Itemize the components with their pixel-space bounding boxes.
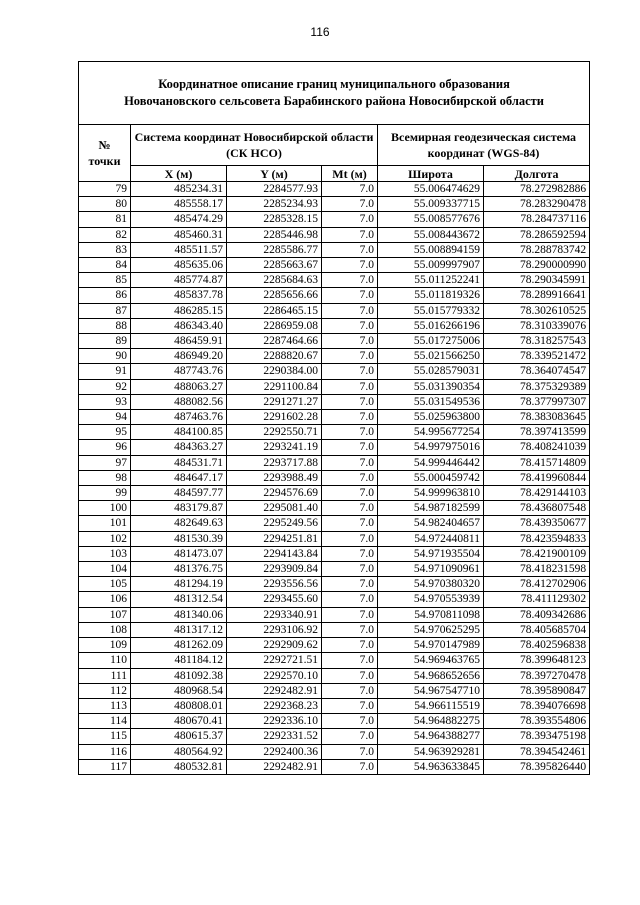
cell-x: 485837.78 xyxy=(131,288,227,303)
table-row xyxy=(79,425,590,440)
cell-y: 2292482.91 xyxy=(227,683,322,698)
cell-longitude: 78.377997307 xyxy=(484,394,590,409)
cell-point-number: 95 xyxy=(79,425,131,440)
cell-y: 2293455.60 xyxy=(227,592,322,607)
cell-x: 487743.76 xyxy=(131,364,227,379)
cell-longitude: 78.402596838 xyxy=(484,638,590,653)
cell-y: 2292331.52 xyxy=(227,729,322,744)
table-row xyxy=(79,182,590,197)
cell-mt: 7.0 xyxy=(322,425,378,440)
cell-mt: 7.0 xyxy=(322,394,378,409)
cell-latitude: 54.999963810 xyxy=(378,486,484,501)
cell-longitude: 78.393475198 xyxy=(484,729,590,744)
cell-point-number: 87 xyxy=(79,303,131,318)
cell-latitude: 55.006474629 xyxy=(378,182,484,197)
cell-mt: 7.0 xyxy=(322,303,378,318)
cell-point-number: 80 xyxy=(79,197,131,212)
cell-longitude: 78.383083645 xyxy=(484,410,590,425)
cell-longitude: 78.272982886 xyxy=(484,182,590,197)
cell-point-number: 86 xyxy=(79,288,131,303)
cell-latitude: 55.016266196 xyxy=(378,318,484,333)
cell-latitude: 55.008577676 xyxy=(378,212,484,227)
page-number: 116 xyxy=(310,25,330,39)
cell-latitude: 54.968652656 xyxy=(378,668,484,683)
cell-x: 481317.12 xyxy=(131,622,227,637)
cell-x: 480968.54 xyxy=(131,683,227,698)
cell-point-number: 111 xyxy=(79,668,131,683)
cell-y: 2292400.36 xyxy=(227,744,322,759)
cell-mt: 7.0 xyxy=(322,334,378,349)
cell-mt: 7.0 xyxy=(322,349,378,364)
cell-longitude: 78.395826440 xyxy=(484,759,590,774)
cell-x: 486343.40 xyxy=(131,318,227,333)
table-row xyxy=(79,638,590,653)
cell-y: 2293556.56 xyxy=(227,577,322,592)
cell-mt: 7.0 xyxy=(322,182,378,197)
cell-mt: 7.0 xyxy=(322,592,378,607)
cell-y: 2288820.67 xyxy=(227,349,322,364)
cell-point-number: 100 xyxy=(79,501,131,516)
header-mt: Mt (м) xyxy=(322,166,378,182)
cell-mt: 7.0 xyxy=(322,227,378,242)
cell-mt: 7.0 xyxy=(322,729,378,744)
cell-point-number: 96 xyxy=(79,440,131,455)
cell-y: 2295081.40 xyxy=(227,501,322,516)
cell-x: 481376.75 xyxy=(131,562,227,577)
cell-x: 480670.41 xyxy=(131,714,227,729)
table-row xyxy=(79,714,590,729)
coordinates-table xyxy=(78,61,590,775)
table-row xyxy=(79,303,590,318)
cell-x: 485558.17 xyxy=(131,197,227,212)
cell-longitude: 78.415714809 xyxy=(484,455,590,470)
cell-y: 2285656.66 xyxy=(227,288,322,303)
cell-longitude: 78.429144103 xyxy=(484,486,590,501)
cell-longitude: 78.375329389 xyxy=(484,379,590,394)
cell-point-number: 83 xyxy=(79,242,131,257)
cell-longitude: 78.397413599 xyxy=(484,425,590,440)
cell-y: 2292721.51 xyxy=(227,653,322,668)
cell-longitude: 78.394076698 xyxy=(484,698,590,713)
cell-longitude: 78.399648123 xyxy=(484,653,590,668)
cell-point-number: 103 xyxy=(79,546,131,561)
table-row xyxy=(79,729,590,744)
cell-y: 2292368.23 xyxy=(227,698,322,713)
cell-point-number: 104 xyxy=(79,562,131,577)
cell-point-number: 102 xyxy=(79,531,131,546)
cell-y: 2285663.67 xyxy=(227,258,322,273)
table-row xyxy=(79,486,590,501)
cell-y: 2287464.66 xyxy=(227,334,322,349)
cell-latitude: 55.028579031 xyxy=(378,364,484,379)
table-row xyxy=(79,197,590,212)
cell-mt: 7.0 xyxy=(322,653,378,668)
cell-mt: 7.0 xyxy=(322,318,378,333)
cell-longitude: 78.439350677 xyxy=(484,516,590,531)
table-row xyxy=(79,455,590,470)
cell-latitude: 54.964882275 xyxy=(378,714,484,729)
cell-y: 2291602.28 xyxy=(227,410,322,425)
cell-y: 2285234.93 xyxy=(227,197,322,212)
cell-point-number: 93 xyxy=(79,394,131,409)
cell-y: 2292336.10 xyxy=(227,714,322,729)
cell-mt: 7.0 xyxy=(322,577,378,592)
cell-x: 484363.27 xyxy=(131,440,227,455)
cell-latitude: 54.970147989 xyxy=(378,638,484,653)
cell-latitude: 55.031549536 xyxy=(378,394,484,409)
cell-y: 2291100.84 xyxy=(227,379,322,394)
cell-mt: 7.0 xyxy=(322,759,378,774)
table-row xyxy=(79,562,590,577)
cell-x: 484647.17 xyxy=(131,470,227,485)
cell-latitude: 54.963929281 xyxy=(378,744,484,759)
table-row xyxy=(79,349,590,364)
table-title xyxy=(79,62,590,125)
cell-point-number: 117 xyxy=(79,759,131,774)
cell-point-number: 105 xyxy=(79,577,131,592)
cell-longitude: 78.393554806 xyxy=(484,714,590,729)
cell-x: 482649.63 xyxy=(131,516,227,531)
cell-longitude: 78.411129302 xyxy=(484,592,590,607)
cell-x: 487463.76 xyxy=(131,410,227,425)
cell-mt: 7.0 xyxy=(322,546,378,561)
cell-latitude: 55.025963800 xyxy=(378,410,484,425)
cell-y: 2292550.71 xyxy=(227,425,322,440)
cell-y: 2294143.84 xyxy=(227,546,322,561)
cell-x: 480615.37 xyxy=(131,729,227,744)
cell-x: 485774.87 xyxy=(131,273,227,288)
cell-latitude: 54.970625295 xyxy=(378,622,484,637)
cell-latitude: 54.970811098 xyxy=(378,607,484,622)
cell-x: 481340.06 xyxy=(131,607,227,622)
cell-mt: 7.0 xyxy=(322,242,378,257)
table-row xyxy=(79,592,590,607)
cell-point-number: 92 xyxy=(79,379,131,394)
cell-x: 486949.20 xyxy=(131,349,227,364)
cell-mt: 7.0 xyxy=(322,683,378,698)
cell-latitude: 54.966115519 xyxy=(378,698,484,713)
cell-longitude: 78.421900109 xyxy=(484,546,590,561)
table-row xyxy=(79,410,590,425)
cell-longitude: 78.302610525 xyxy=(484,303,590,318)
cell-point-number: 110 xyxy=(79,653,131,668)
table-row xyxy=(79,516,590,531)
cell-mt: 7.0 xyxy=(322,364,378,379)
cell-latitude: 54.967547710 xyxy=(378,683,484,698)
cell-x: 480532.81 xyxy=(131,759,227,774)
table-row xyxy=(79,744,590,759)
cell-latitude: 55.008443672 xyxy=(378,227,484,242)
cell-latitude: 54.970553939 xyxy=(378,592,484,607)
header-wgs-system: Всемирная геодезическая система координат (WGS-84) xyxy=(378,125,590,166)
cell-latitude: 54.963633845 xyxy=(378,759,484,774)
table-row xyxy=(79,394,590,409)
table-row xyxy=(79,546,590,561)
cell-latitude: 54.987182599 xyxy=(378,501,484,516)
cell-point-number: 113 xyxy=(79,698,131,713)
cell-mt: 7.0 xyxy=(322,258,378,273)
cell-x: 481294.19 xyxy=(131,577,227,592)
cell-point-number: 91 xyxy=(79,364,131,379)
cell-mt: 7.0 xyxy=(322,273,378,288)
cell-x: 486285.15 xyxy=(131,303,227,318)
cell-latitude: 54.969463765 xyxy=(378,653,484,668)
cell-y: 2290384.00 xyxy=(227,364,322,379)
cell-longitude: 78.289916641 xyxy=(484,288,590,303)
cell-y: 2291271.27 xyxy=(227,394,322,409)
cell-x: 481262.09 xyxy=(131,638,227,653)
cell-y: 2293909.84 xyxy=(227,562,322,577)
cell-point-number: 116 xyxy=(79,744,131,759)
table-row xyxy=(79,668,590,683)
cell-longitude: 78.339521472 xyxy=(484,349,590,364)
cell-point-number: 90 xyxy=(79,349,131,364)
cell-x: 483179.87 xyxy=(131,501,227,516)
table-row xyxy=(79,318,590,333)
cell-latitude: 54.999446442 xyxy=(378,455,484,470)
cell-mt: 7.0 xyxy=(322,379,378,394)
cell-longitude: 78.290000990 xyxy=(484,258,590,273)
cell-longitude: 78.395890847 xyxy=(484,683,590,698)
cell-y: 2286959.08 xyxy=(227,318,322,333)
cell-latitude: 55.015779332 xyxy=(378,303,484,318)
cell-point-number: 109 xyxy=(79,638,131,653)
header-x: X (м) xyxy=(131,166,227,182)
cell-mt: 7.0 xyxy=(322,470,378,485)
cell-mt: 7.0 xyxy=(322,455,378,470)
cell-point-number: 84 xyxy=(79,258,131,273)
cell-y: 2293241.19 xyxy=(227,440,322,455)
cell-point-number: 88 xyxy=(79,318,131,333)
cell-x: 481312.54 xyxy=(131,592,227,607)
cell-longitude: 78.284737116 xyxy=(484,212,590,227)
cell-mt: 7.0 xyxy=(322,607,378,622)
cell-longitude: 78.412702906 xyxy=(484,577,590,592)
table-row xyxy=(79,531,590,546)
cell-point-number: 97 xyxy=(79,455,131,470)
cell-y: 2293717.88 xyxy=(227,455,322,470)
cell-longitude: 78.397270478 xyxy=(484,668,590,683)
cell-y: 2284577.93 xyxy=(227,182,322,197)
cell-x: 480564.92 xyxy=(131,744,227,759)
table-row xyxy=(79,759,590,774)
cell-latitude: 54.971935504 xyxy=(378,546,484,561)
cell-point-number: 79 xyxy=(79,182,131,197)
cell-x: 488082.56 xyxy=(131,394,227,409)
cell-y: 2294251.81 xyxy=(227,531,322,546)
cell-point-number: 85 xyxy=(79,273,131,288)
cell-point-number: 89 xyxy=(79,334,131,349)
cell-x: 481530.39 xyxy=(131,531,227,546)
cell-point-number: 98 xyxy=(79,470,131,485)
cell-longitude: 78.436807548 xyxy=(484,501,590,516)
table-row xyxy=(79,242,590,257)
table-title-line1: Координатное описание границ муниципального образования xyxy=(158,77,510,91)
cell-x: 484531.71 xyxy=(131,455,227,470)
cell-latitude: 54.970380320 xyxy=(378,577,484,592)
table-row xyxy=(79,622,590,637)
cell-point-number: 99 xyxy=(79,486,131,501)
cell-y: 2285328.15 xyxy=(227,212,322,227)
cell-point-number: 101 xyxy=(79,516,131,531)
cell-point-number: 106 xyxy=(79,592,131,607)
cell-longitude: 78.408241039 xyxy=(484,440,590,455)
table-row xyxy=(79,653,590,668)
table-row xyxy=(79,470,590,485)
cell-mt: 7.0 xyxy=(322,197,378,212)
cell-latitude: 55.031390354 xyxy=(378,379,484,394)
table-row xyxy=(79,698,590,713)
table-row xyxy=(79,334,590,349)
cell-mt: 7.0 xyxy=(322,714,378,729)
cell-latitude: 55.009337715 xyxy=(378,197,484,212)
table-row xyxy=(79,379,590,394)
cell-point-number: 82 xyxy=(79,227,131,242)
cell-latitude: 55.009997907 xyxy=(378,258,484,273)
cell-mt: 7.0 xyxy=(322,501,378,516)
cell-latitude: 55.021566250 xyxy=(378,349,484,364)
cell-y: 2293340.91 xyxy=(227,607,322,622)
cell-longitude: 78.364074547 xyxy=(484,364,590,379)
table-row xyxy=(79,501,590,516)
cell-longitude: 78.286592594 xyxy=(484,227,590,242)
table-row xyxy=(79,607,590,622)
cell-latitude: 55.017275006 xyxy=(378,334,484,349)
cell-x: 485460.31 xyxy=(131,227,227,242)
cell-point-number: 108 xyxy=(79,622,131,637)
cell-y: 2292909.62 xyxy=(227,638,322,653)
cell-y: 2285446.98 xyxy=(227,227,322,242)
cell-point-number: 112 xyxy=(79,683,131,698)
table-row xyxy=(79,577,590,592)
cell-mt: 7.0 xyxy=(322,516,378,531)
table-body xyxy=(79,182,590,775)
cell-x: 485635.06 xyxy=(131,258,227,273)
cell-x: 484597.77 xyxy=(131,486,227,501)
cell-latitude: 55.008894159 xyxy=(378,242,484,257)
header-nso-system: Система координат Новосибирской области (СК НСО) xyxy=(131,125,378,166)
cell-x: 485234.31 xyxy=(131,182,227,197)
table-row xyxy=(79,273,590,288)
cell-y: 2292482.91 xyxy=(227,759,322,774)
cell-x: 481473.07 xyxy=(131,546,227,561)
table-row xyxy=(79,227,590,242)
table-row xyxy=(79,683,590,698)
cell-mt: 7.0 xyxy=(322,622,378,637)
cell-longitude: 78.409342686 xyxy=(484,607,590,622)
cell-longitude: 78.283290478 xyxy=(484,197,590,212)
cell-latitude: 54.971090961 xyxy=(378,562,484,577)
cell-longitude: 78.288783742 xyxy=(484,242,590,257)
cell-point-number: 114 xyxy=(79,714,131,729)
table-row xyxy=(79,212,590,227)
cell-x: 481092.38 xyxy=(131,668,227,683)
table-title-line2: Новочановского сельсовета Барабинского района Новосибирской области xyxy=(124,94,544,108)
cell-longitude: 78.418231598 xyxy=(484,562,590,577)
cell-longitude: 78.310339076 xyxy=(484,318,590,333)
cell-point-number: 115 xyxy=(79,729,131,744)
cell-longitude: 78.405685704 xyxy=(484,622,590,637)
table-row xyxy=(79,364,590,379)
table-row xyxy=(79,288,590,303)
header-longitude: Долгота xyxy=(484,166,590,182)
cell-longitude: 78.290345991 xyxy=(484,273,590,288)
cell-mt: 7.0 xyxy=(322,410,378,425)
cell-mt: 7.0 xyxy=(322,212,378,227)
cell-longitude: 78.394542461 xyxy=(484,744,590,759)
cell-y: 2286465.15 xyxy=(227,303,322,318)
header-latitude: Широта xyxy=(378,166,484,182)
cell-mt: 7.0 xyxy=(322,486,378,501)
cell-mt: 7.0 xyxy=(322,638,378,653)
cell-longitude: 78.419960844 xyxy=(484,470,590,485)
cell-point-number: 81 xyxy=(79,212,131,227)
cell-y: 2285684.63 xyxy=(227,273,322,288)
table-row xyxy=(79,440,590,455)
cell-y: 2293988.49 xyxy=(227,470,322,485)
cell-y: 2293106.92 xyxy=(227,622,322,637)
cell-latitude: 54.964388277 xyxy=(378,729,484,744)
cell-x: 485511.57 xyxy=(131,242,227,257)
cell-longitude: 78.318257543 xyxy=(484,334,590,349)
cell-x: 480808.01 xyxy=(131,698,227,713)
cell-latitude: 55.000459742 xyxy=(378,470,484,485)
cell-x: 481184.12 xyxy=(131,653,227,668)
cell-mt: 7.0 xyxy=(322,440,378,455)
cell-mt: 7.0 xyxy=(322,531,378,546)
cell-y: 2294576.69 xyxy=(227,486,322,501)
cell-point-number: 107 xyxy=(79,607,131,622)
cell-x: 486459.91 xyxy=(131,334,227,349)
cell-longitude: 78.423594833 xyxy=(484,531,590,546)
cell-latitude: 54.982404657 xyxy=(378,516,484,531)
cell-latitude: 54.997975016 xyxy=(378,440,484,455)
cell-latitude: 54.972440811 xyxy=(378,531,484,546)
cell-y: 2285586.77 xyxy=(227,242,322,257)
cell-mt: 7.0 xyxy=(322,698,378,713)
cell-x: 488063.27 xyxy=(131,379,227,394)
cell-x: 485474.29 xyxy=(131,212,227,227)
cell-mt: 7.0 xyxy=(322,744,378,759)
header-y: Y (м) xyxy=(227,166,322,182)
header-point-number: № точки xyxy=(79,125,131,182)
cell-latitude: 54.995677254 xyxy=(378,425,484,440)
table-row xyxy=(79,258,590,273)
cell-latitude: 55.011819326 xyxy=(378,288,484,303)
cell-latitude: 55.011252241 xyxy=(378,273,484,288)
cell-x: 484100.85 xyxy=(131,425,227,440)
cell-mt: 7.0 xyxy=(322,562,378,577)
cell-point-number: 94 xyxy=(79,410,131,425)
cell-y: 2292570.10 xyxy=(227,668,322,683)
cell-y: 2295249.56 xyxy=(227,516,322,531)
cell-mt: 7.0 xyxy=(322,668,378,683)
cell-mt: 7.0 xyxy=(322,288,378,303)
